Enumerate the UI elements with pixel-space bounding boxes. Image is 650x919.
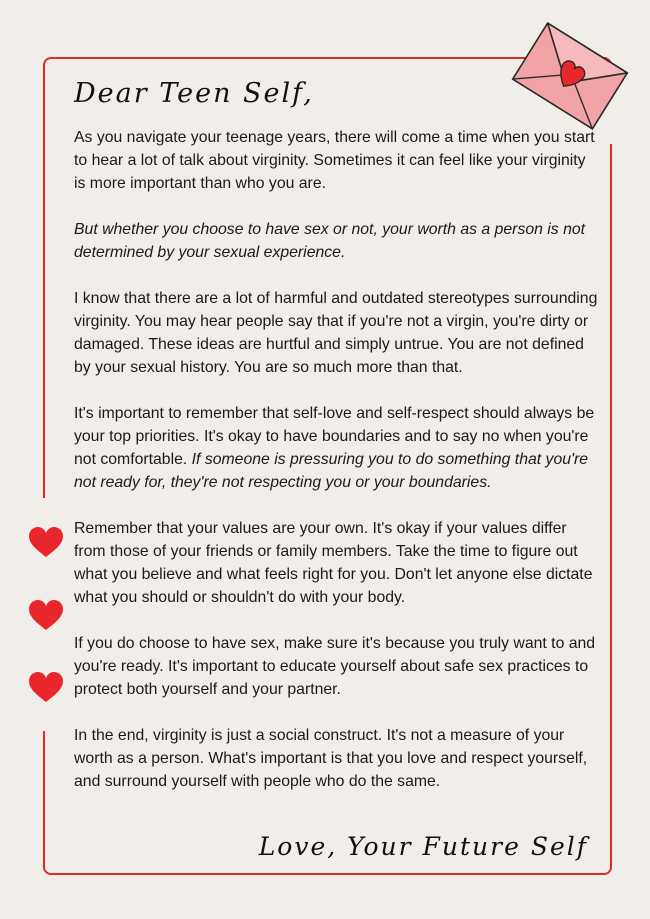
paragraph-3: I know that there are a lot of harmful and outdated stereotypes surrounding virginity. You may hear people say that if you're not a virgin, you're dirty or damaged. These ideas are hurtful and simply untrue. You are not defined by your sexual history. You are so much more than that.	[74, 290, 598, 376]
heart-icon	[29, 672, 63, 703]
paragraph-4-text: It's important to remember that self-love and self-respect should always be your top priorities. It's okay to have boundaries and to say no when you're not comfortable.	[74, 405, 595, 468]
paragraph-1: As you navigate your teenage years, there will come a time when you start to hear a lot of talk about virginity. Sometimes it can feel like your virginity is more important than who you are.	[74, 129, 595, 192]
paragraph-6: If you do choose to have sex, make sure it's because you truly want to and you're ready. It's important to educate yourself about safe sex practices to protect both yourself and your partner.	[74, 635, 596, 698]
paragraph-2: But whether you choose to have sex or not, your worth as a person is not determined by your sexual experience.	[74, 221, 586, 261]
letter-signoff: Love, Your Future Self	[258, 832, 588, 861]
letter-body	[74, 126, 599, 793]
heart-icon	[29, 527, 63, 558]
paragraph-4	[74, 402, 599, 494]
heart-icon	[29, 600, 63, 631]
letter-greeting: Dear Teen Self,	[74, 78, 314, 109]
paragraph-7: In the end, virginity is just a social construct. It's not a measure of your worth as a person. What's important is that you love and respect yourself, and surround yourself with people who do the same.	[74, 727, 588, 790]
envelope-heart-icon	[508, 20, 632, 132]
paragraph-5: Remember that your values are your own. It's okay if your values differ from those of your friends or family members. Take the time to figure out what you believe and what feels right for you. Don't let anyone else dictate what you should or shouldn't do with your body.	[74, 520, 593, 606]
paragraph-4-emphasis: If someone is pressuring you to do something that you're not ready for, they're not respecting you or your boundaries.	[74, 451, 589, 491]
